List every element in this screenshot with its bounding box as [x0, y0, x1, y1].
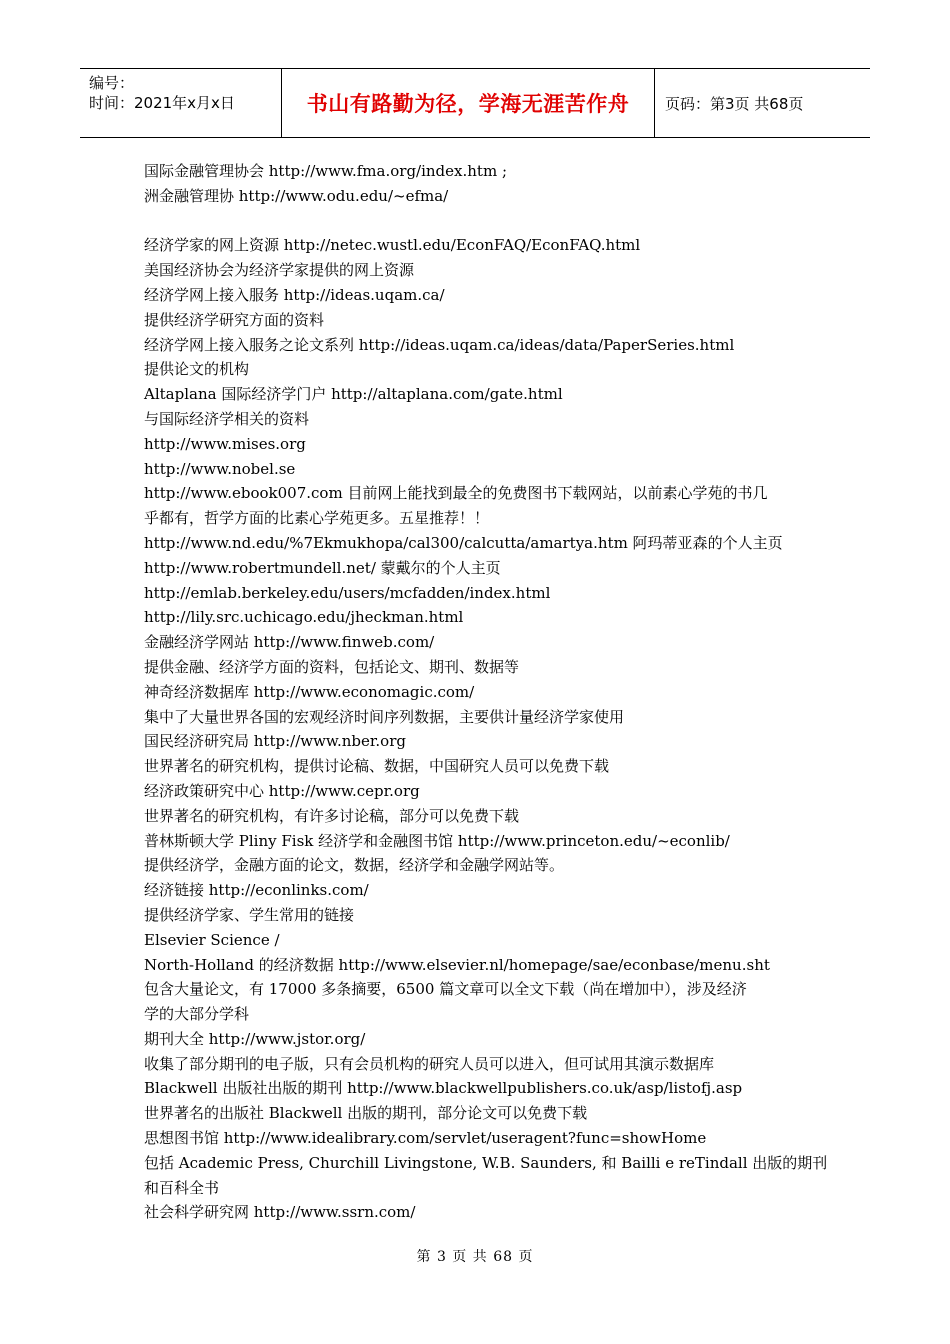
text-line: http://www.nobel.se — [144, 459, 296, 478]
text-line: 收集了部分期刊的电子版，只有会员机构的研究人员可以进入，但可试用其演示数据库 — [144, 1054, 715, 1073]
text-line: http://www.mises.org — [144, 434, 306, 453]
text-line: 包含大量论文，有 17000 多条摘要，6500 篇文章可以全文下载（尚在增加中），涉及经济 — [144, 980, 747, 999]
text-line: 经济学网上接入服务 http://ideas.uqam.ca/ — [144, 285, 445, 304]
text-line: 世界著名的研究机构，提供讨论稿、数据，中国研究人员可以免费下载 — [144, 757, 610, 776]
text-line: http://lily.src.uchicago.edu/jheckman.html — [144, 608, 464, 627]
text-line: 经济学家的网上资源 http://netec.wustl.edu/EconFAQ/EconFAQ.html — [144, 236, 641, 255]
text-line: 经济链接 http://econlinks.com/ — [144, 881, 369, 900]
text-line: 学的大部分学科 — [144, 1005, 250, 1024]
text-line: 提供经济学研究方面的资料 — [144, 310, 325, 329]
document-date-label: 时间：2021年x月x日 — [89, 94, 235, 112]
text-line: http://www.ebook007.com 目前网上能找到最全的免费图书下载网站，以前素心学苑的书几 — [144, 484, 768, 503]
text-line: Altaplana 国际经济学门户 http://altaplana.com/gate.html — [144, 385, 563, 404]
header-page-label: 页码：第3页 共68页 — [665, 94, 804, 113]
document-number-label: 编号： — [89, 74, 135, 92]
text-line: 经济政策研究中心 http://www.cepr.org — [144, 781, 420, 800]
text-line: 国际金融管理协会 http://www.fma.org/index.htm ; — [144, 162, 507, 180]
text-line: 提供论文的机构 — [144, 360, 250, 379]
text-line: 国民经济研究局 http://www.nber.org — [144, 732, 406, 751]
text-line: http://www.nd.edu/%7Ekmukhopa/cal300/calcutta/amartya.htm 阿玛蒂亚森的个人主页 — [144, 533, 783, 552]
text-line: 提供金融、经济学方面的资料，包括论文、期刊、数据等 — [144, 657, 520, 676]
text-line — [144, 209, 824, 234]
page-footer: 第 3 页 共 68 页 — [416, 1249, 534, 1265]
text-line: http://emlab.berkeley.edu/users/mcfadden/index.html — [144, 583, 551, 602]
text-line: 经济学网上接入服务之论文系列 http://ideas.uqam.ca/ideas/data/PaperSeries.html — [144, 335, 735, 354]
page-header — [80, 68, 870, 138]
text-line: 包括 Academic Press, Churchill Livingstone, W.B. Saunders, 和 Bailli e reTindall 出版的期刊 — [144, 1153, 828, 1172]
text-line: 神奇经济数据库 http://www.economagic.com/ — [144, 682, 475, 701]
text-line: 期刊大全 http://www.jstor.org/ — [144, 1029, 366, 1048]
text-line: 世界著名的出版社 Blackwell 出版的期刊，部分论文可以免费下载 — [144, 1104, 588, 1123]
text-line: 世界著名的研究机构，有许多讨论稿，部分可以免费下载 — [144, 806, 520, 825]
text-line: Elsevier Science / — [144, 930, 280, 949]
text-line: 金融经济学网站 http://www.finweb.com/ — [144, 633, 435, 652]
header-left-cell — [80, 69, 282, 137]
header-motto: 书山有路勤为径，学海无涯苦作舟 — [282, 69, 655, 137]
text-line: Blackwell 出版社出版的期刊 http://www.blackwellpublishers.co.uk/asp/listofj.asp — [144, 1079, 743, 1098]
text-line: 社会科学研究网 http://www.ssrn.com/ — [144, 1203, 416, 1222]
document-body — [144, 159, 828, 1225]
text-line: 洲金融管理协 http://www.odu.edu/~efma/ — [144, 186, 449, 205]
text-line: http://www.robertmundell.net/ 蒙戴尔的个人主页 — [144, 558, 501, 577]
text-line: 普林斯顿大学 Pliny Fisk 经济学和金融图书馆 http://www.princeton.edu/~econlib/ — [144, 831, 730, 850]
text-line: 思想图书馆 http://www.idealibrary.com/servlet/useragent?func=showHome — [144, 1129, 707, 1148]
text-line: 乎都有，哲学方面的比素心学苑更多。五星推荐！！ — [144, 509, 490, 528]
text-line: 集中了大量世界各国的宏观经济时间序列数据，主要供计量经济学家使用 — [144, 707, 625, 726]
text-line: 和百科全书 — [144, 1178, 220, 1197]
text-line: North-Holland 的经济数据 http://www.elsevier.nl/homepage/sae/econbase/menu.sht — [144, 955, 770, 974]
text-line: 美国经济协会为经济学家提供的网上资源 — [144, 261, 415, 280]
text-line: 与国际经济学相关的资料 — [144, 409, 310, 428]
text-line: 提供经济学，金融方面的论文，数据，经济学和金融学网站等。 — [144, 856, 565, 875]
text-line: 提供经济学家、学生常用的链接 — [144, 905, 355, 924]
